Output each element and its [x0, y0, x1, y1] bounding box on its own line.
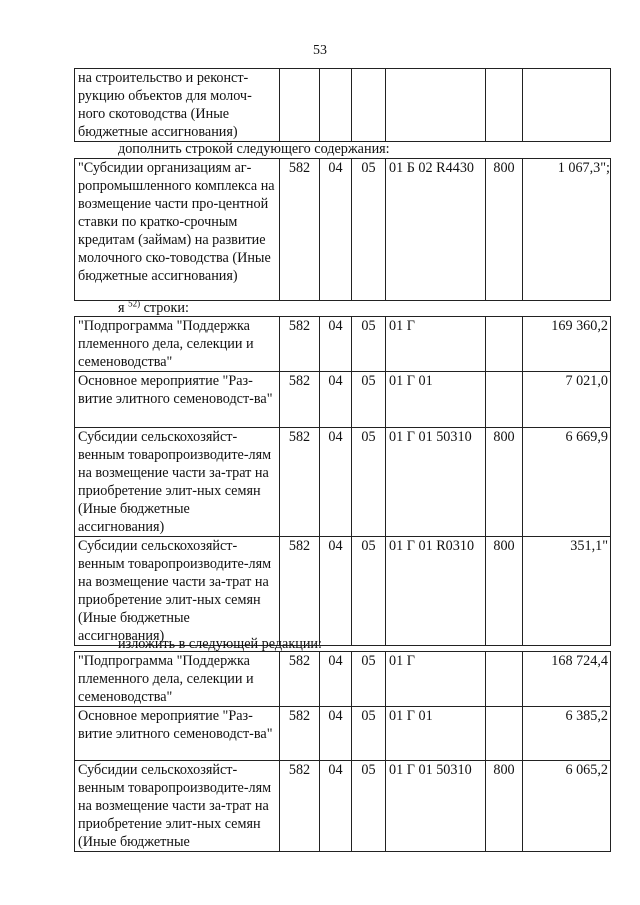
- row-name: Субсидии сельскохозяйст-венным товаропроизводите-лям на возмещение части за-трат на приобретение элит-ных семян (Иные бюджетные ассигнования): [75, 537, 280, 646]
- budget-table-3: [74, 316, 611, 646]
- row-name: "Подпрограмма "Поддержка племенного дела, селекции и семеноводства": [75, 317, 280, 372]
- row-pr: 05: [352, 761, 386, 852]
- table-row: [75, 159, 611, 301]
- row-vr: 800: [486, 428, 523, 537]
- row-sum: 6 065,2: [523, 761, 611, 852]
- row-name: "Субсидии организациям аг-ропромышленного комплекса на возмещение части про-центной ставки по кратко-срочным кредитам (займам) на развитие молочного ско-товодства (Иные бюджетные ассигнования): [75, 159, 280, 301]
- table-row: [75, 317, 611, 372]
- row-csr: 01 Г 01: [386, 707, 486, 761]
- row-ved: 582: [280, 761, 320, 852]
- row-name: на строительство и реконст-рукцию объектов для молоч-ного скотоводства (Иные бюджетные ассигнования): [75, 69, 280, 142]
- row-name: Основное мероприятие "Раз-витие элитного семеноводст-ва": [75, 372, 280, 428]
- row-rz: 04: [320, 761, 352, 852]
- row-csr: 01 Г: [386, 652, 486, 707]
- instruction-add-row: дополнить строкой следующего содержания:: [118, 141, 390, 157]
- row-ved: 582: [280, 317, 320, 372]
- row-csr: [386, 69, 486, 142]
- row-rz: 04: [320, 372, 352, 428]
- budget-table-1: [74, 68, 611, 142]
- table-row: [75, 372, 611, 428]
- row-ved: 582: [280, 372, 320, 428]
- row-rz: [320, 69, 352, 142]
- row-rz: 04: [320, 428, 352, 537]
- rows-ref-prefix: я: [118, 300, 125, 316]
- row-name: Основное мероприятие "Раз-витие элитного семеноводст-ва": [75, 707, 280, 761]
- row-rz: 04: [320, 652, 352, 707]
- row-vr: 800: [486, 537, 523, 646]
- row-sum: 168 724,4: [523, 652, 611, 707]
- row-rz: 04: [320, 707, 352, 761]
- table-row: [75, 537, 611, 646]
- row-ved: 582: [280, 428, 320, 537]
- instruction-new-edition: изложить в следующей редакции:: [118, 636, 322, 652]
- row-name: Субсидии сельскохозяйст-венным товаропроизводите-лям на возмещение части за-трат на приобретение элит-ных семян (Иные бюджетные: [75, 761, 280, 852]
- row-vr: [486, 372, 523, 428]
- row-pr: 05: [352, 372, 386, 428]
- row-sum: [523, 69, 611, 142]
- row-vr: 800: [486, 761, 523, 852]
- row-csr: 01 Г 01 50310: [386, 428, 486, 537]
- row-ved: 582: [280, 537, 320, 646]
- row-csr: 01 Б 02 R4430: [386, 159, 486, 301]
- row-sum: 7 021,0: [523, 372, 611, 428]
- row-pr: 05: [352, 537, 386, 646]
- row-pr: 05: [352, 707, 386, 761]
- row-rz: 04: [320, 537, 352, 646]
- row-csr: 01 Г 01 50310: [386, 761, 486, 852]
- row-vr: 800: [486, 159, 523, 301]
- row-pr: 05: [352, 428, 386, 537]
- row-sum: 1 067,3";: [523, 159, 611, 301]
- row-ved: [280, 69, 320, 142]
- row-vr: [486, 652, 523, 707]
- row-rz: 04: [320, 317, 352, 372]
- page-number: 53: [313, 43, 327, 58]
- row-vr: [486, 69, 523, 142]
- table-row: [75, 707, 611, 761]
- table-row: [75, 428, 611, 537]
- row-ved: 582: [280, 652, 320, 707]
- rows-ref-text: строки:: [140, 300, 189, 316]
- row-name: "Подпрограмма "Поддержка племенного дела, селекции и семеноводства": [75, 652, 280, 707]
- instruction-rows-ref: [118, 299, 189, 317]
- row-pr: 05: [352, 317, 386, 372]
- row-ved: 582: [280, 707, 320, 761]
- table-row: [75, 652, 611, 707]
- table-row: [75, 761, 611, 852]
- row-csr: 01 Г: [386, 317, 486, 372]
- row-vr: [486, 317, 523, 372]
- row-pr: [352, 69, 386, 142]
- row-pr: 05: [352, 159, 386, 301]
- row-sum: 6 669,9: [523, 428, 611, 537]
- budget-table-2: [74, 158, 611, 301]
- row-csr: 01 Г 01 R0310: [386, 537, 486, 646]
- row-rz: 04: [320, 159, 352, 301]
- row-csr: 01 Г 01: [386, 372, 486, 428]
- row-name: Субсидии сельскохозяйст-венным товаропроизводите-лям на возмещение части за-трат на приобретение элит-ных семян (Иные бюджетные ассигнования): [75, 428, 280, 537]
- table-row: [75, 69, 611, 142]
- row-ved: 582: [280, 159, 320, 301]
- budget-table-4: [74, 651, 611, 852]
- rows-ref-sup: 52): [128, 298, 141, 309]
- row-vr: [486, 707, 523, 761]
- row-pr: 05: [352, 652, 386, 707]
- row-sum: 6 385,2: [523, 707, 611, 761]
- row-sum: 169 360,2: [523, 317, 611, 372]
- row-sum: 351,1": [523, 537, 611, 646]
